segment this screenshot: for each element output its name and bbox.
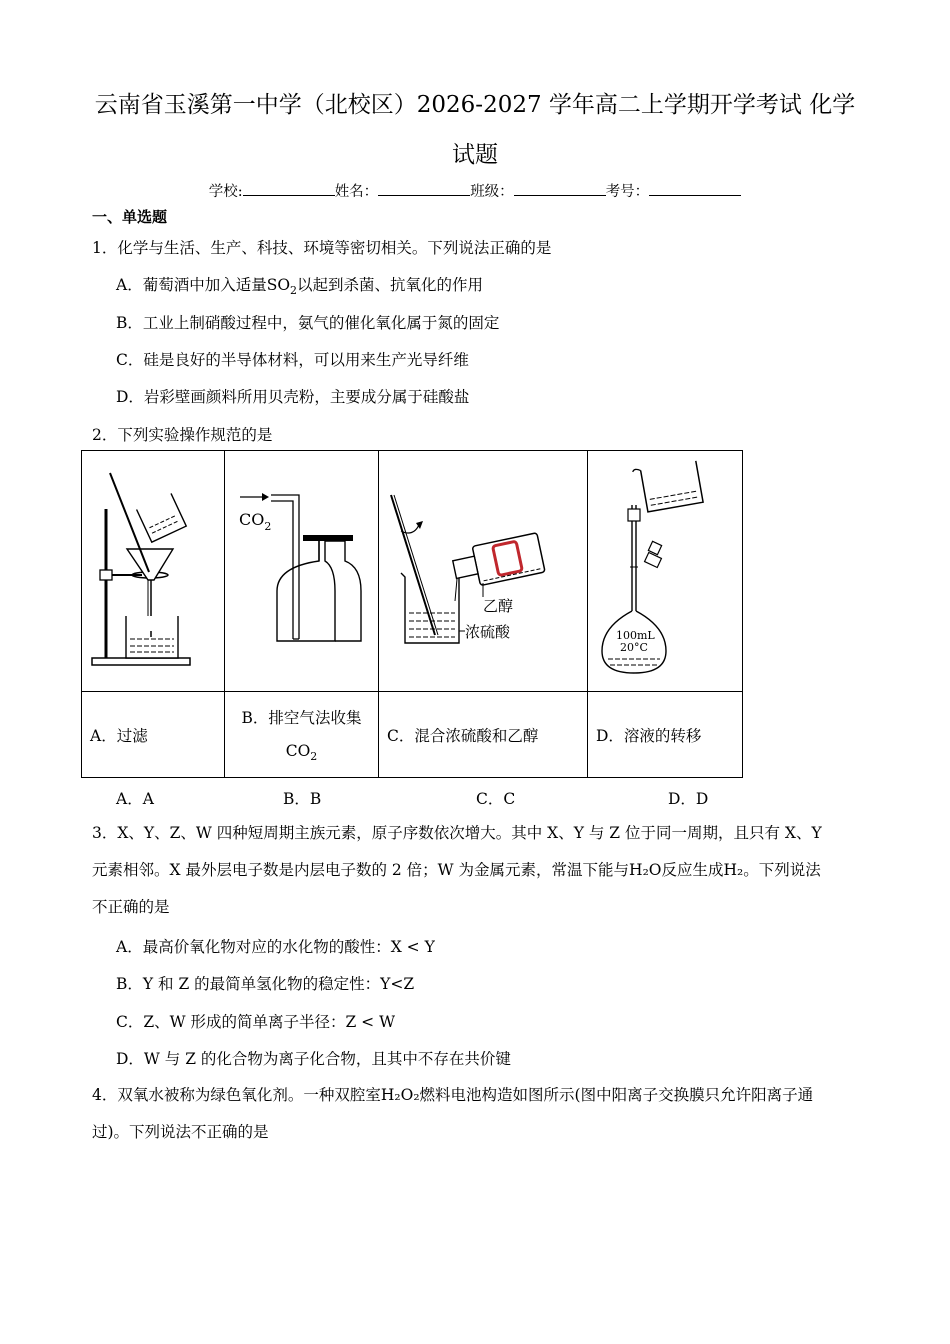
class-label: 班级： xyxy=(470,184,514,200)
q3-option-d: D．W 与 Z 的化合物为离子化合物，且其中不存在共价键 xyxy=(116,1050,511,1068)
ethanol-label: 乙醇 xyxy=(483,597,514,615)
q2-answer-b: B．B xyxy=(283,790,322,808)
flask-volume-label: 100mL xyxy=(616,629,655,642)
q2-answer-c: C．C xyxy=(476,790,516,808)
section-heading: 一、单选题 xyxy=(92,208,168,226)
fig-filtration xyxy=(82,451,225,692)
sulfuric-acid-label: 浓硫酸 xyxy=(465,623,511,641)
q1-option-b: B．工业上制硝酸过程中，氨气的催化氧化属于氮的固定 xyxy=(116,314,500,332)
q2-apparatus-table xyxy=(81,450,743,778)
q1-option-a: A．葡萄酒中加入适量$SO_2$以起到杀菌、抗氧化的作用 xyxy=(116,276,484,298)
q2-stem: 2．下列实验操作规范的是 xyxy=(92,426,273,444)
caption-b: B．排空气法收集 $CO_2$ xyxy=(225,692,379,778)
caption-a: A．过滤 xyxy=(82,692,225,778)
exam-title-line1: 云南省玉溪第一中学（北校区）2026-2027 学年高二上学期开学考试 化学 xyxy=(94,92,856,118)
exam-no-blank[interactable] xyxy=(649,181,741,196)
caption-c: C．混合浓硫酸和乙醇 xyxy=(379,692,588,778)
school-label: 学校: xyxy=(208,184,243,200)
q1-option-c: C．硅是良好的半导体材料，可以用来生产光导纤维 xyxy=(116,351,469,369)
q2-answer-a: A．A xyxy=(116,790,154,808)
caption-d: D．溶液的转移 xyxy=(588,692,743,778)
flask-temp-label: 20°C xyxy=(620,641,648,654)
co2-label: $CO_2$ xyxy=(239,510,272,533)
school-blank[interactable] xyxy=(243,181,335,196)
fig-solution-transfer xyxy=(588,451,743,692)
fig-mixing-acid xyxy=(379,451,588,692)
name-label: 姓名： xyxy=(334,184,379,200)
q3-option-b: B．Y 和 Z 的最简单氢化物的稳定性：Y<Z xyxy=(116,975,415,993)
q3-stem: 3．X、Y、Z、W 四种短周期主族元素，原子序数依次增大。其中 X、Y 与 Z 位于同一周期，且只有 X、Y 元素相邻。X 最外层电子数是内层电子数的 2 倍；W 为金属元素，常温下能与H₂O反应生成H₂。下列说法 不正确的是 xyxy=(92,824,822,916)
filtration-diagram xyxy=(82,451,224,687)
q1-option-d: D．岩彩壁画颜料所用贝壳粉，主要成分属于硅酸盐 xyxy=(116,388,470,406)
fig-gas-collection xyxy=(225,451,379,692)
name-blank[interactable] xyxy=(378,181,470,196)
solution-transfer-diagram xyxy=(588,451,742,687)
q1-stem: 1．化学与生活、生产、科技、环境等密切相关。下列说法正确的是 xyxy=(92,239,552,257)
class-blank[interactable] xyxy=(514,181,606,196)
mixing-acid-diagram xyxy=(379,451,587,687)
student-info-row xyxy=(0,180,950,201)
exam-no-label: 考号： xyxy=(605,184,650,200)
q4-stem: 4．双氧水被称为绿色氧化剂。一种双腔室H₂O₂燃料电池构造如图所示(图中阳离子交换膜只允许阳离子通 过)。下列说法不正确的是 xyxy=(92,1086,814,1141)
exam-title-line2: 试题 xyxy=(452,142,498,168)
q3-option-c: C．Z、W 形成的简单离子半径：Z < W xyxy=(116,1013,396,1031)
q2-answer-d: D．D xyxy=(668,790,709,808)
q3-option-a: A．最高价氧化物对应的水化物的酸性：X < Y xyxy=(116,938,435,956)
gas-collection-diagram xyxy=(225,451,378,687)
